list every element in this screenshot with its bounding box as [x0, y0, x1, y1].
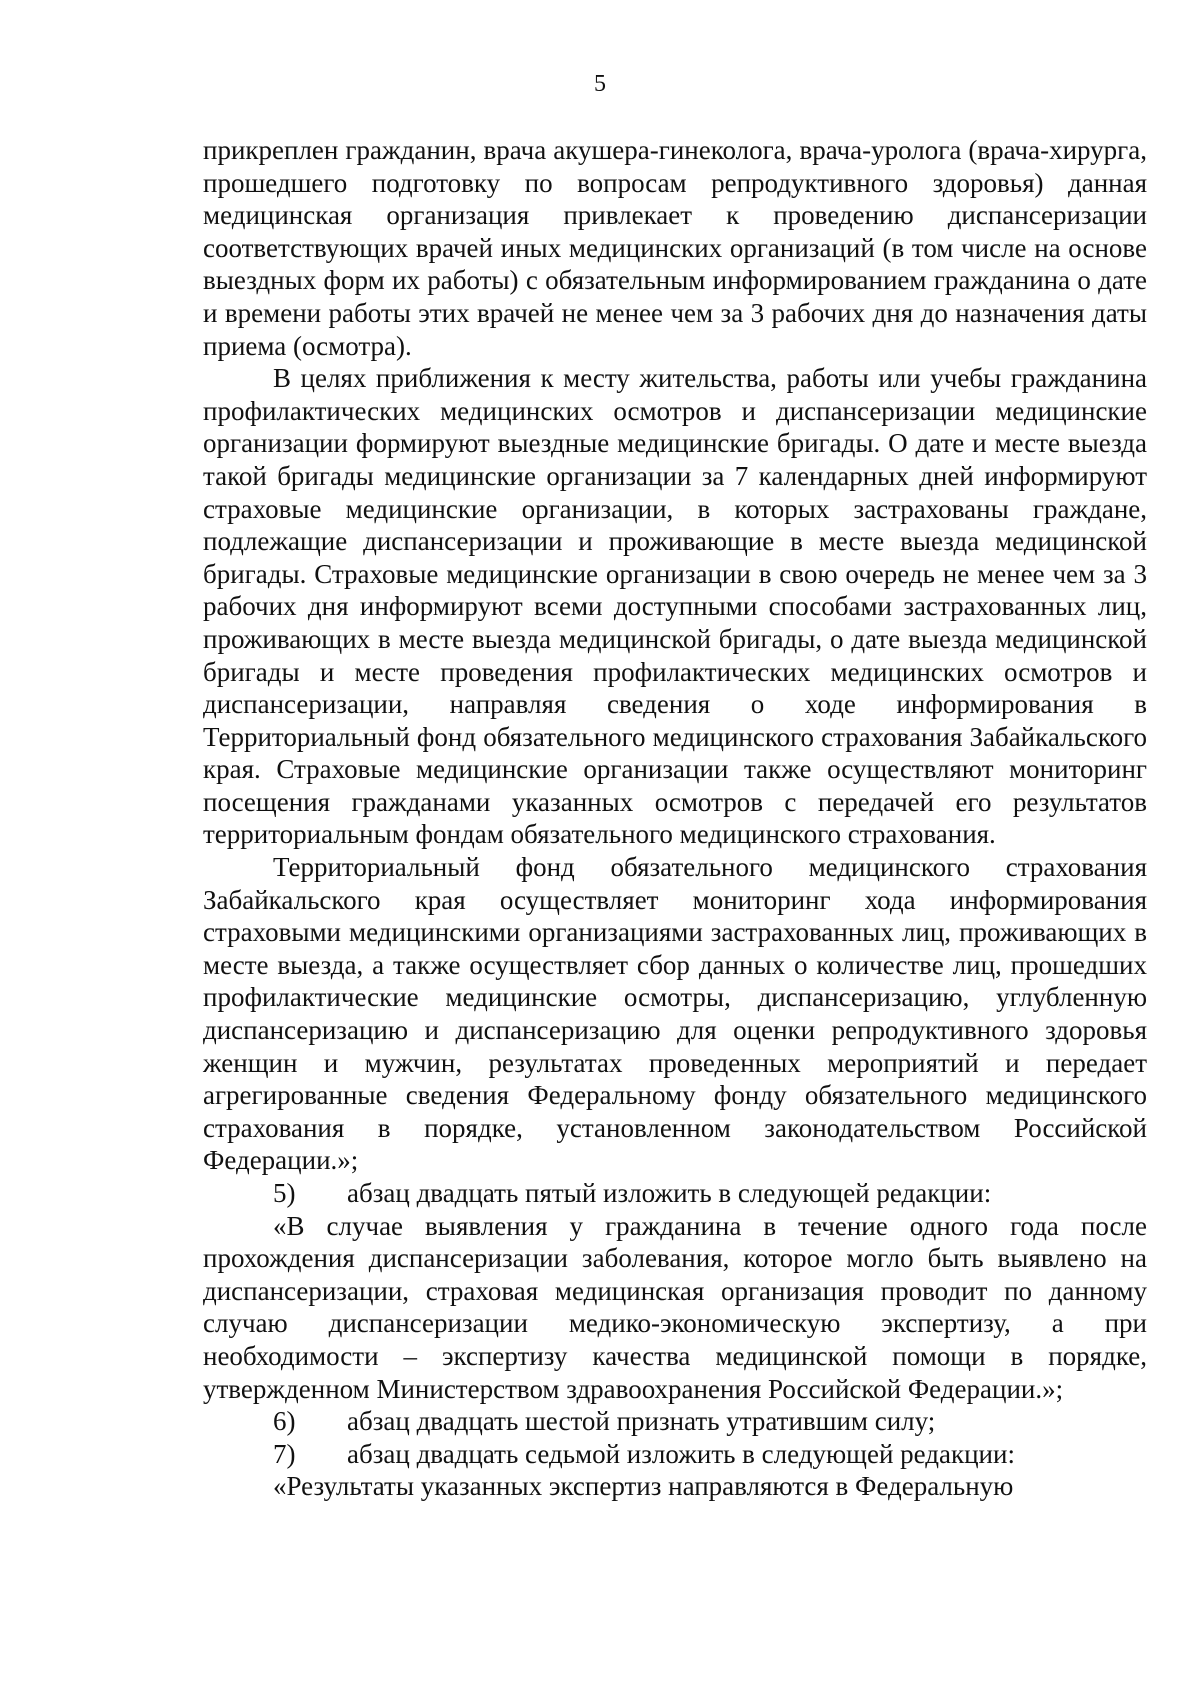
list-item-7	[203, 1438, 1147, 1471]
list-item-number: 6)	[273, 1406, 296, 1437]
list-item-text: абзац двадцать пятый изложить в следующей редакции:	[347, 1178, 992, 1208]
quoted-paragraph-5: «В случае выявления у гражданина в течение одного года после прохождения диспансеризации заболевания, которое могло быть выявлено на диспансеризации, страховая медицинская организация проводит по данному случаю диспансеризации медико-экономическую экспертизу, а при необходимости – экспертизу качества медицинской помощи в порядке, утвержденном Министерством здравоохранения Российской Федерации.»;	[203, 1210, 1147, 1404]
list-item-number: 5)	[273, 1178, 296, 1208]
paragraph-territorial-fund: Территориальный фонд обязательного медицинского страхования Забайкальского края осуществляет мониторинг хода информирования страховыми медицинскими организациями застрахованных лиц, проживающих в месте выезда, а также осуществляет сбор данных о количестве лиц, прошедших профилактические медицинские осмотры, диспансеризацию, углубленную диспансеризацию и диспансеризацию для оценки репродуктивного здоровья женщин и мужчин, результатах проведенных мероприятий и передает агрегированные сведения Федеральному фонду обязательного медицинского страхования в порядке, установленном законодательством Российской Федерации.»;	[203, 852, 1147, 1176]
paragraph-continuation: прикреплен гражданин, врача акушера-гинеколога, врача-уролога (врача-хирурга, прошедшего подготовку по вопросам репродуктивного здоровья) данная медицинская организация привлекает к проведению диспансеризации соответствующих врачей иных медицинских организаций (в том числе на основе выездных форм их работы) с обязательным информированием гражданина о дате и времени работы этих врачей не менее чем за 3 рабочих дня до назначения даты приема (осмотра).	[203, 135, 1147, 361]
list-item-5	[203, 1177, 1147, 1210]
list-item-text: абзац двадцать седьмой изложить в следующей редакции:	[347, 1438, 1015, 1469]
list-item-number: 7)	[273, 1438, 296, 1469]
paragraph-mobile-brigades: В целях приближения к месту жительства, работы или учебы гражданина профилактических медицинских осмотров и диспансеризации медицинские организации формируют выездные медицинские бригады. О дате и месте выезда такой бригады медицинские организации за 7 календарных дней информируют страховые медицинские организации, в которых застрахованы граждане, подлежащие диспансеризации и проживающие в месте выезда медицинской бригады. Страховые медицинские организации в свою очередь не менее чем за 3 рабочих дня информируют всеми доступными способами застрахованных лиц, проживающих в месте выезда медицинской бригады, о дате выезда медицинской бригады и месте проведения профилактических медицинских осмотров и диспансеризации, направляя сведения о ходе информирования в Территориальный фонд обязательного медицинского страхования Забайкальского края. Страховые медицинские организации также осуществляют мониторинг посещения гражданами указанных осмотров с передачей его результатов территориальным фондам обязательного медицинского страхования.	[203, 363, 1147, 850]
page-number: 5	[594, 71, 606, 97]
quoted-paragraph-7: «Результаты указанных экспертиз направляются в Федеральную	[273, 1471, 1014, 1502]
document-body	[203, 134, 1147, 1503]
list-item-text: абзац двадцать шестой признать утратившим силу;	[347, 1406, 936, 1437]
list-item-6	[203, 1405, 1147, 1438]
